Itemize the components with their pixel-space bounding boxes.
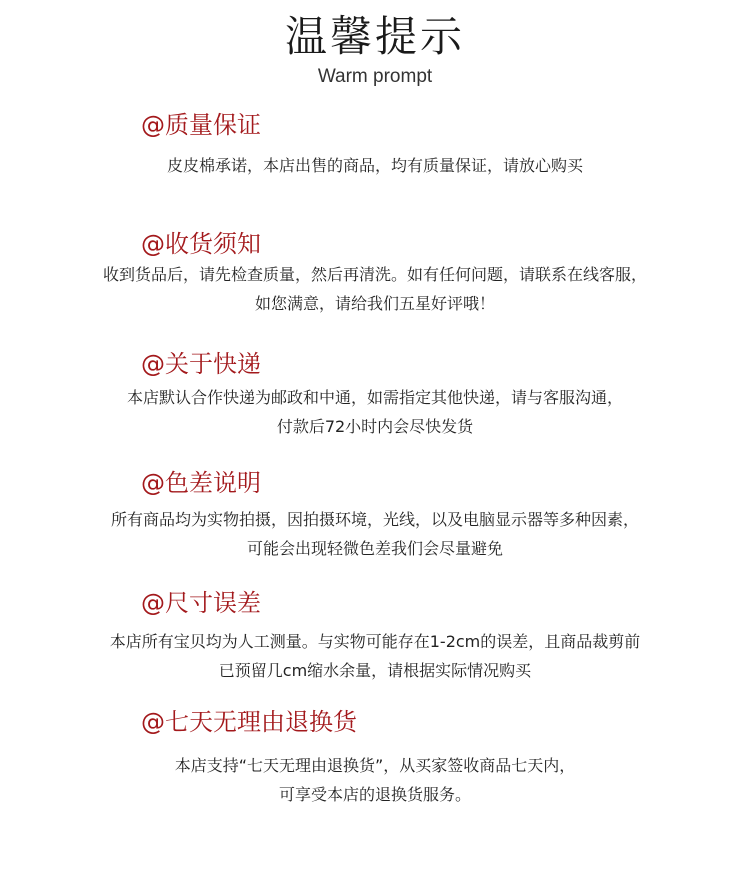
section-body-line: 已预留几cm缩水余量，请根据实际情况购买 <box>218 661 532 680</box>
section-body <box>0 383 750 441</box>
section-heading: @尺寸误差 <box>141 589 261 617</box>
section-body-line: 所有商品均为实物拍摄，因拍摄环境，光线，以及电脑显示器等多种因素， <box>110 510 639 529</box>
section-body <box>0 151 750 180</box>
section-body-line: 可能会出现轻微色差我们会尽量避免 <box>246 539 503 558</box>
section-heading: @色差说明 <box>141 469 261 497</box>
section-heading: @收货须知 <box>141 230 261 258</box>
section-body-line: 付款后72小时内会尽快发货 <box>276 417 474 436</box>
section-body-line: 收到货品后，请先检查质量，然后再清洗。如有任何问题，请联系在线客服， <box>102 265 647 284</box>
section-body-line: 本店支持“七天无理由退换货”，从买家签收商品七天内， <box>174 756 576 775</box>
section-body-line: 如您满意，请给我们五星好评哦！ <box>254 294 495 313</box>
page-header <box>0 8 750 88</box>
section-heading: @质量保证 <box>141 111 261 139</box>
section-body <box>0 505 750 563</box>
section-body-line: 本店默认合作快递为邮政和中通，如需指定其他快递，请与客服沟通， <box>126 388 623 407</box>
section-body-line: 可享受本店的退换货服务。 <box>278 785 471 804</box>
section-body-line: 皮皮棉承诺，本店出售的商品，均有质量保证，请放心购买 <box>166 156 583 175</box>
section-heading: @七天无理由退换货 <box>141 708 357 736</box>
page-title: 温馨提示 <box>284 12 465 61</box>
section-heading: @关于快递 <box>141 350 261 378</box>
section-body-line: 本店所有宝贝均为人工测量。与实物可能存在1-2cm的误差，且商品裁剪前 <box>109 632 641 651</box>
page-subtitle: Warm prompt <box>317 66 433 87</box>
section-body <box>0 260 750 318</box>
section-body <box>0 627 750 685</box>
section-body <box>0 751 750 809</box>
